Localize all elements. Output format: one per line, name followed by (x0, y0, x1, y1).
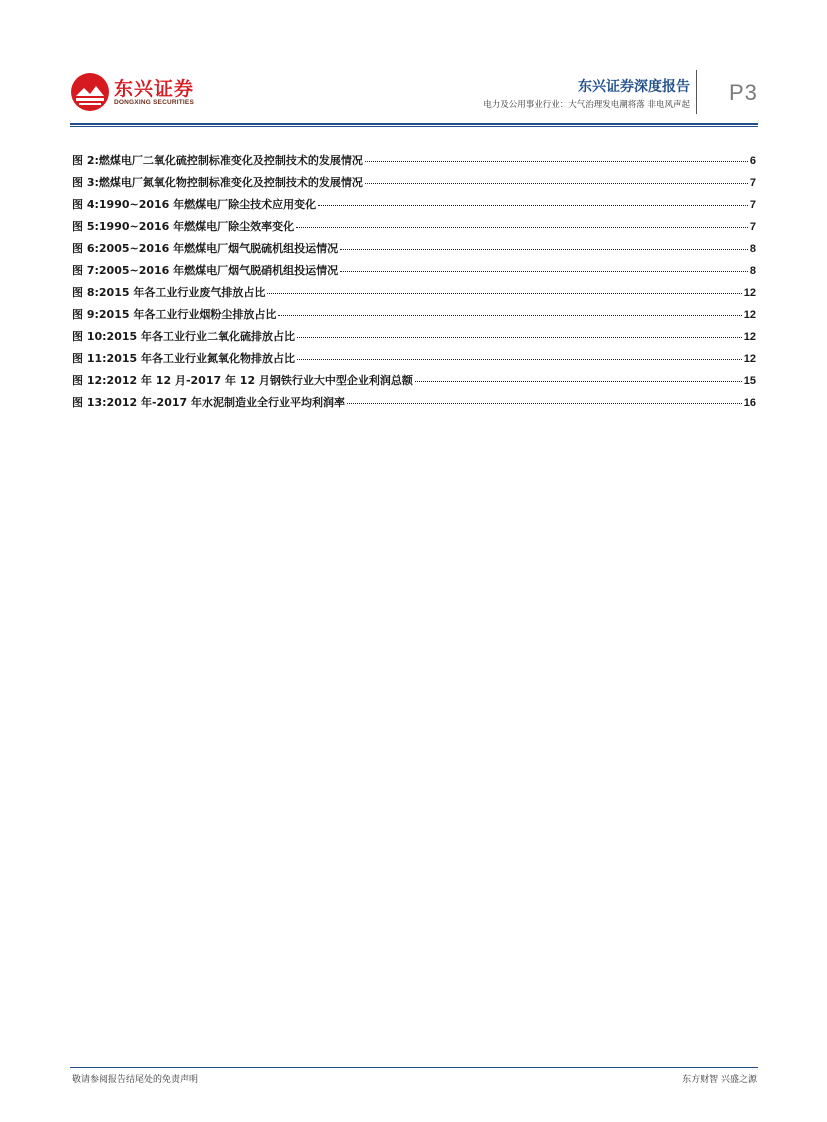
toc-leader-dots (296, 226, 748, 228)
toc-item[interactable] (72, 196, 756, 218)
toc-item-label[interactable]: 图 6:2005~2016 年燃煤电厂烟气脱硫机组投运情况 (72, 242, 339, 255)
toc-item[interactable] (72, 372, 756, 394)
toc-leader-dots (267, 292, 741, 294)
toc-item-page[interactable]: 12 (743, 287, 756, 299)
toc-item[interactable] (72, 240, 756, 262)
toc-item[interactable] (72, 284, 756, 306)
toc-leader-dots (340, 270, 748, 272)
toc-item[interactable] (72, 174, 756, 196)
footer-rule (70, 1067, 758, 1068)
toc-item-page[interactable]: 6 (749, 155, 756, 167)
disclaimer-note: 敬请参阅报告结尾处的免责声明 (72, 1075, 199, 1085)
toc-item-page[interactable]: 7 (749, 199, 756, 211)
toc-item[interactable] (72, 152, 756, 174)
logo-emblem-icon (70, 72, 110, 112)
report-title: 东兴证券深度报告 (578, 79, 690, 95)
toc-item-page[interactable]: 8 (749, 265, 756, 277)
toc-item-page[interactable]: 7 (749, 221, 756, 233)
toc-item[interactable] (72, 218, 756, 240)
toc-item-page[interactable]: 7 (749, 177, 756, 189)
report-subtitle: 电力及公用事业行业：大气治理发电潮将落 非电风声起 (483, 100, 690, 110)
toc-leader-dots (365, 182, 748, 184)
header-divider (696, 70, 697, 114)
toc-item-page[interactable]: 16 (743, 397, 756, 409)
toc-leader-dots (318, 204, 748, 206)
toc-item-label[interactable]: 图 4:1990~2016 年燃煤电厂除尘技术应用变化 (72, 198, 317, 211)
toc-item-page[interactable]: 15 (743, 375, 756, 387)
figure-table-of-contents (72, 152, 756, 416)
toc-item-label[interactable]: 图 7:2005~2016 年燃煤电厂烟气脱硝机组投运情况 (72, 264, 339, 277)
toc-item-page[interactable]: 12 (743, 309, 756, 321)
toc-item[interactable] (72, 350, 756, 372)
toc-item[interactable] (72, 394, 756, 416)
toc-leader-dots (347, 402, 742, 404)
toc-leader-dots (415, 380, 742, 382)
toc-item-label[interactable]: 图 5:1990~2016 年燃煤电厂除尘效率变化 (72, 220, 295, 233)
toc-item-label[interactable]: 图 8:2015 年各工业行业废气排放占比 (72, 286, 266, 299)
toc-item-page[interactable]: 8 (749, 243, 756, 255)
toc-item[interactable] (72, 306, 756, 328)
header-rule (70, 123, 758, 125)
logo-chinese-name: 东兴证券 (114, 78, 195, 100)
toc-item-label[interactable]: 图 3:燃煤电厂氮氧化物控制标准变化及控制技术的发展情况 (72, 176, 363, 189)
toc-item-page[interactable]: 12 (743, 331, 756, 343)
toc-leader-dots (297, 358, 742, 360)
toc-item[interactable] (72, 262, 756, 284)
toc-item-label[interactable]: 图 9:2015 年各工业行业烟粉尘排放占比 (72, 308, 277, 321)
toc-item-label[interactable]: 图 10:2015 年各工业行业二氧化硫排放占比 (72, 330, 295, 343)
toc-leader-dots (278, 314, 741, 316)
toc-item[interactable] (72, 328, 756, 350)
company-logo (70, 72, 210, 114)
toc-item-label[interactable]: 图 11:2015 年各工业行业氮氧化物排放占比 (72, 352, 295, 365)
page-header (0, 0, 827, 130)
toc-item-label[interactable]: 图 2:燃煤电厂二氧化硫控制标准变化及控制技术的发展情况 (72, 154, 363, 167)
toc-item-label[interactable]: 图 13:2012 年-2017 年水泥制造业全行业平均利润率 (72, 396, 345, 409)
toc-item-page[interactable]: 12 (743, 353, 756, 365)
toc-leader-dots (365, 160, 748, 162)
logo-english-name: DONGXING SECURITIES (114, 99, 195, 106)
toc-leader-dots (297, 336, 742, 338)
company-slogan: 东方财智 兴盛之源 (682, 1075, 757, 1085)
page-number: P3 (729, 80, 758, 105)
toc-item-label[interactable]: 图 12:2012 年 12 月-2017 年 12 月钢铁行业大中型企业利润总额 (72, 374, 413, 387)
toc-leader-dots (340, 248, 748, 250)
header-rule-thin (70, 126, 758, 127)
